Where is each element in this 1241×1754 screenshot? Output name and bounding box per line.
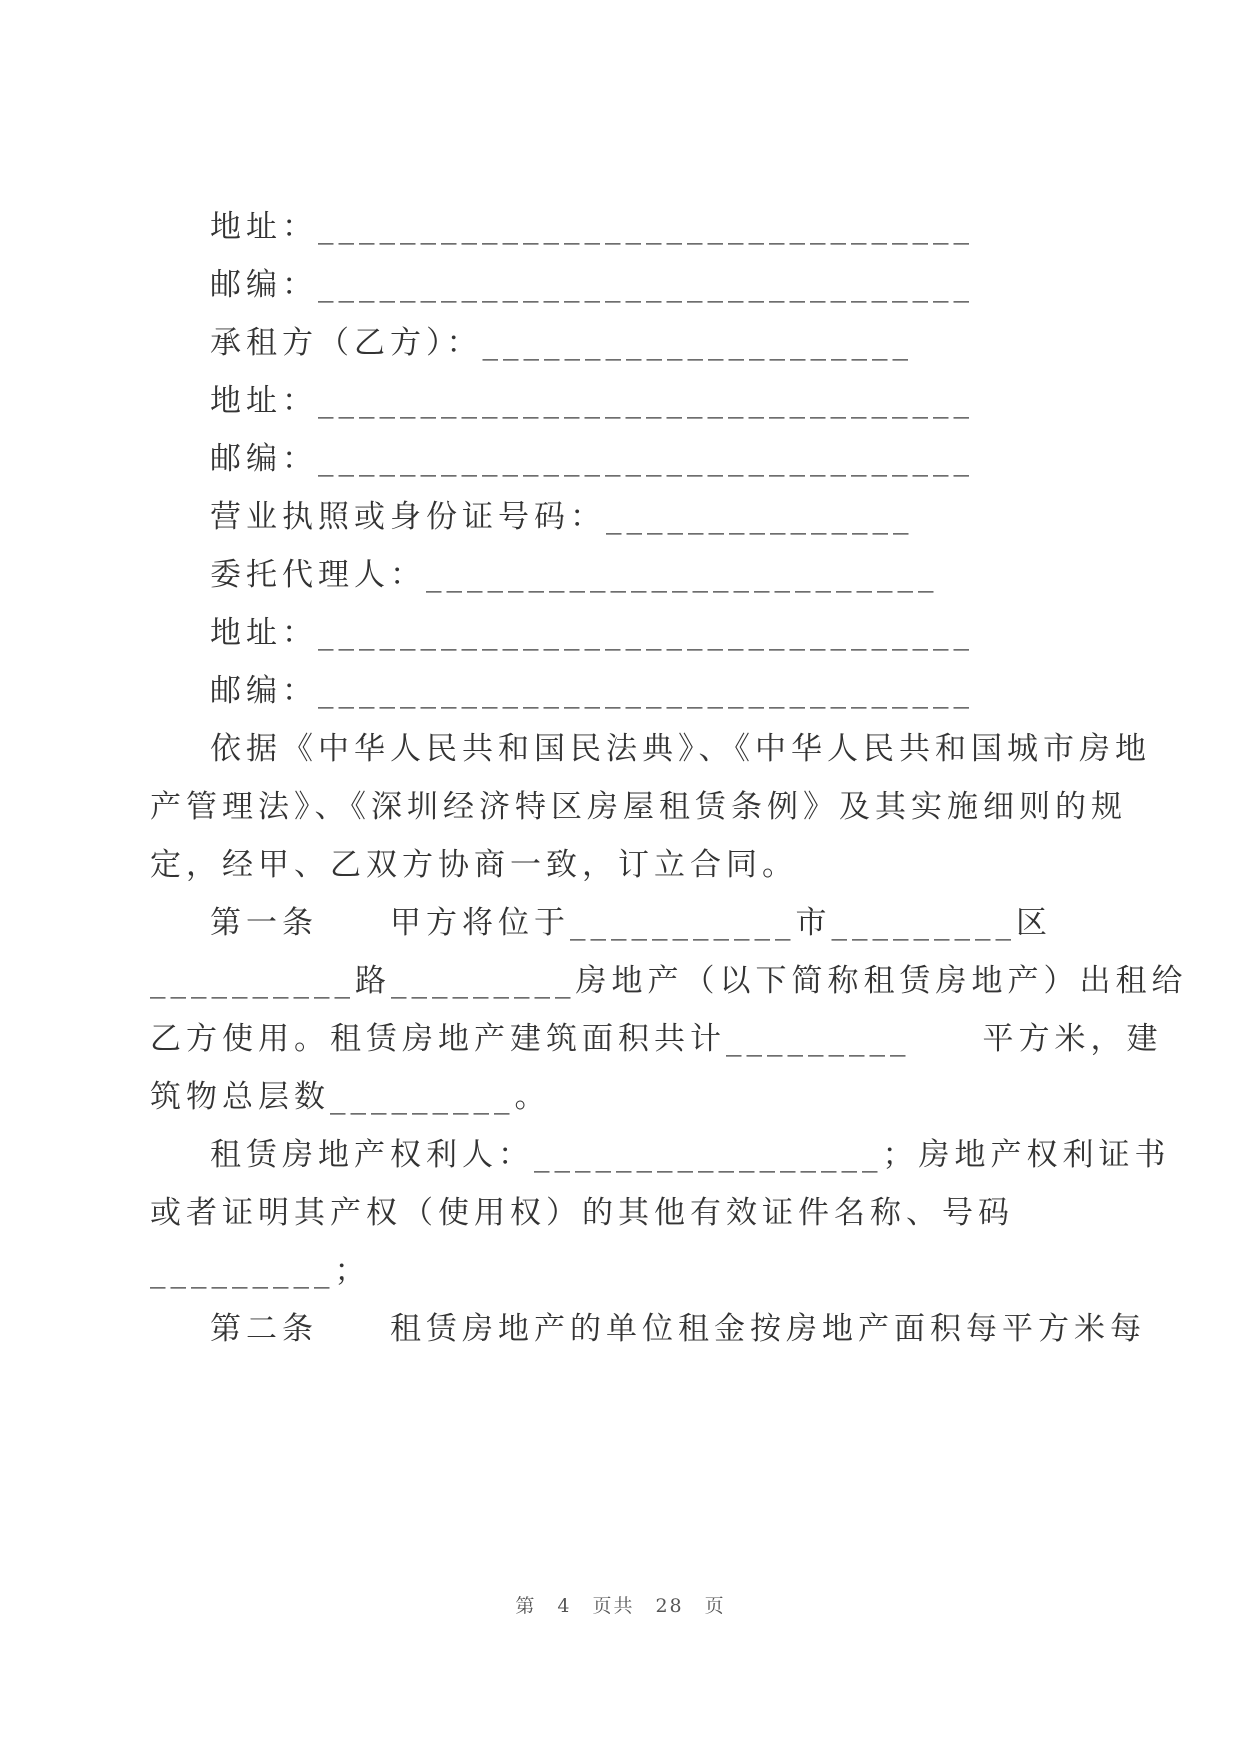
article-two-line-1: 第二条 租赁房地产的单位租金按房地产面积每平方米每 xyxy=(210,1311,1146,1347)
lessor-postcode-line: 邮编：________________________________ xyxy=(210,267,974,303)
rights-holder-line-1: 租赁房地产权利人：_________________；房地产权利证书 xyxy=(210,1137,1171,1173)
legal-basis-line-1: 依据《中华人民共和国民法典》、《中华人民共和国城市房地 xyxy=(210,731,1151,767)
license-id-line: 营业执照或身份证号码：_______________ xyxy=(210,499,914,535)
lessee-address-line: 地址：________________________________ xyxy=(210,383,974,419)
article-one-line-1: 第一条 甲方将位于___________市_________区 xyxy=(210,905,1052,941)
agent-address-line: 地址：________________________________ xyxy=(210,615,974,651)
page-number-footer: 第 4 页共 28 页 xyxy=(515,1595,726,1617)
article-one-line-4: 筑物总层数_________。 xyxy=(150,1079,551,1115)
article-one-line-2: __________路_________房地产（以下简称租赁房地产）出租给 xyxy=(150,963,1188,999)
rights-holder-line-2: 或者证明其产权（使用权）的其他有效证件名称、号码 xyxy=(150,1195,1014,1231)
lessor-address-line: 地址：________________________________ xyxy=(210,209,974,245)
legal-basis-line-2: 产管理法》、《深圳经济特区房屋租赁条例》及其实施细则的规 xyxy=(150,789,1127,825)
rights-holder-line-3: _________； xyxy=(150,1253,371,1289)
lessee-name-line: 承租方（乙方）：_____________________ xyxy=(210,325,913,361)
agent-postcode-line: 邮编：________________________________ xyxy=(210,673,974,709)
article-one-line-3: 乙方使用。租赁房地产建筑面积共计_________ 平方米，建 xyxy=(150,1021,1163,1057)
lessee-postcode-line: 邮编：________________________________ xyxy=(210,441,974,477)
agent-line: 委托代理人：_________________________ xyxy=(210,557,939,593)
legal-basis-line-3: 定，经甲、乙双方协商一致，订立合同。 xyxy=(150,847,798,883)
